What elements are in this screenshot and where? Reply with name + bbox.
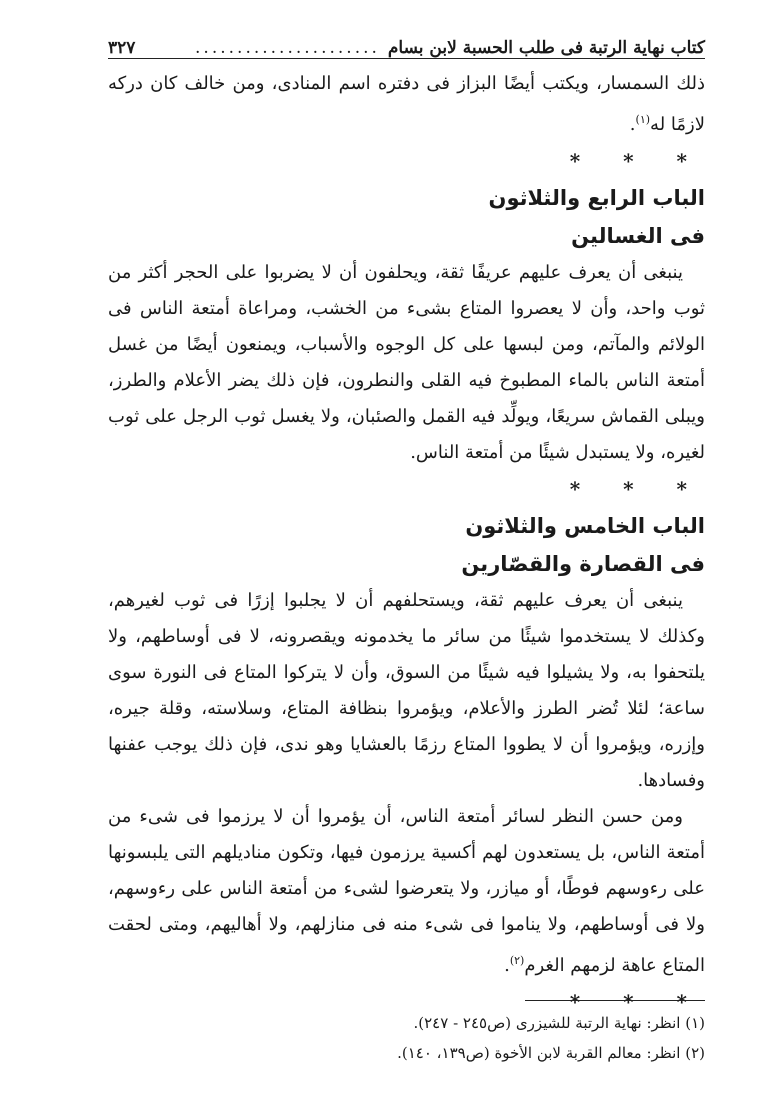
paragraph-text: ذلك السمسار، ويكتب أيضًا البزاز فى دفتره اسم المنادى، ومن خالف كان دركه لازمًا له: [108, 73, 705, 135]
period: .: [629, 114, 636, 135]
footnote-1: (١) انظر: نهاية الرتبة للشيزرى (ص٢٤٥ - ٢٤٧).: [413, 1014, 705, 1032]
paragraph-fullers-2: [108, 799, 705, 984]
paragraph-fullers-1: ينبغى أن يعرف عليهم ثقة، ويستحلفهم أن لا يجلبوا إزرًا فى ثوب لغيرهم، وكذلك لا يستخدموا شيئًا من سائر ما يخدمونه ويقصرونه، لا فى أوساطهم، ولا يلتحفوا به، ولا يشيلوا فيه شيئًا من السوق، وأن لا يتركوا المتاع فى النورة سوى ساعة؛ لئلا تُضر الطرز والأعلام، ويؤمروا بنظافة المتاع، وسلاسته، وقلة جيره، وإزره، ويؤمروا أن لا يطووا المتاع رزمًا بالعشايا وهو ندى، فإن ذلك يوجب عفنها وفسادها.: [108, 590, 705, 791]
footnote-divider: [525, 1000, 705, 1001]
paragraph-continuation: [108, 66, 705, 143]
chapter-subheading-34: فى الغسالين: [571, 224, 705, 248]
period: .: [504, 955, 510, 976]
section-separator: * * *: [569, 477, 705, 501]
header-dots: ......................: [195, 38, 380, 58]
running-header: [108, 28, 705, 59]
main-text: [108, 66, 705, 1020]
paragraph-text: ومن حسن النظر لسائر أمتعة الناس، أن يؤمروا أن لا يرزموا فى شىء من أمتعة الناس، بل يستعدون لهم أكسية يرزمون فيها، وتكون مناديلهم التى يلبسونها على رءوسهم فوطًا، أو ميازر، ولا يتعرضوا لشىء من أمتعة الناس على رءوسهم، ولا فى أوساطهم، ولا يناموا فى شىء منه فى منازلهم، ولا أهاليهم، ومتى لحقت المتاع عاهة لزمهم الغرم: [108, 806, 705, 976]
footnote-ref-2[interactable]: (٢): [509, 954, 525, 967]
footnote-ref-1[interactable]: (١): [635, 113, 651, 126]
chapter-subheading-35: فى القصارة والقصّارين: [461, 552, 705, 576]
page-number: ٣٢٧: [108, 38, 136, 58]
footnotes: [108, 1008, 705, 1068]
footnote-2: (٢) انظر: معالم القربة لابن الأخوة (ص١٣٩، ١٤٠).: [397, 1044, 705, 1062]
header-title: كتاب نهاية الرتبة فى طلب الحسبة لابن بسام: [387, 38, 705, 58]
section-separator: * * *: [569, 990, 705, 1014]
chapter-heading-35: الباب الخامس والثلاثون: [465, 514, 705, 538]
chapter-heading-34: الباب الرابع والثلاثون: [488, 186, 705, 210]
section-separator: * * *: [569, 149, 705, 173]
paragraph-washers: ينبغى أن يعرف عليهم عريفًا ثقة، ويحلفون أن لا يضربوا على الحجر أكثر من ثوب واحد، وأن لا يعصروا المتاع بشىء من الخشب، ومراعاة أمتعة الناس فى الولائم والمآتم، ومن لبسها على كل الوجوه والأسباب، ويمنعون أيضًا من غسل أمتعة الناس بالماء المطبوخ فيه القلى والنطرون، فإن ذلك يضر الأعلام والطرز، ويبلى القماش سريعًا، ويولِّد فيه القمل والصئبان، ولا يغسل ثوب الرجل على ثوب لغيره، ولا يستبدل شيئًا من أمتعة الناس.: [108, 262, 705, 463]
